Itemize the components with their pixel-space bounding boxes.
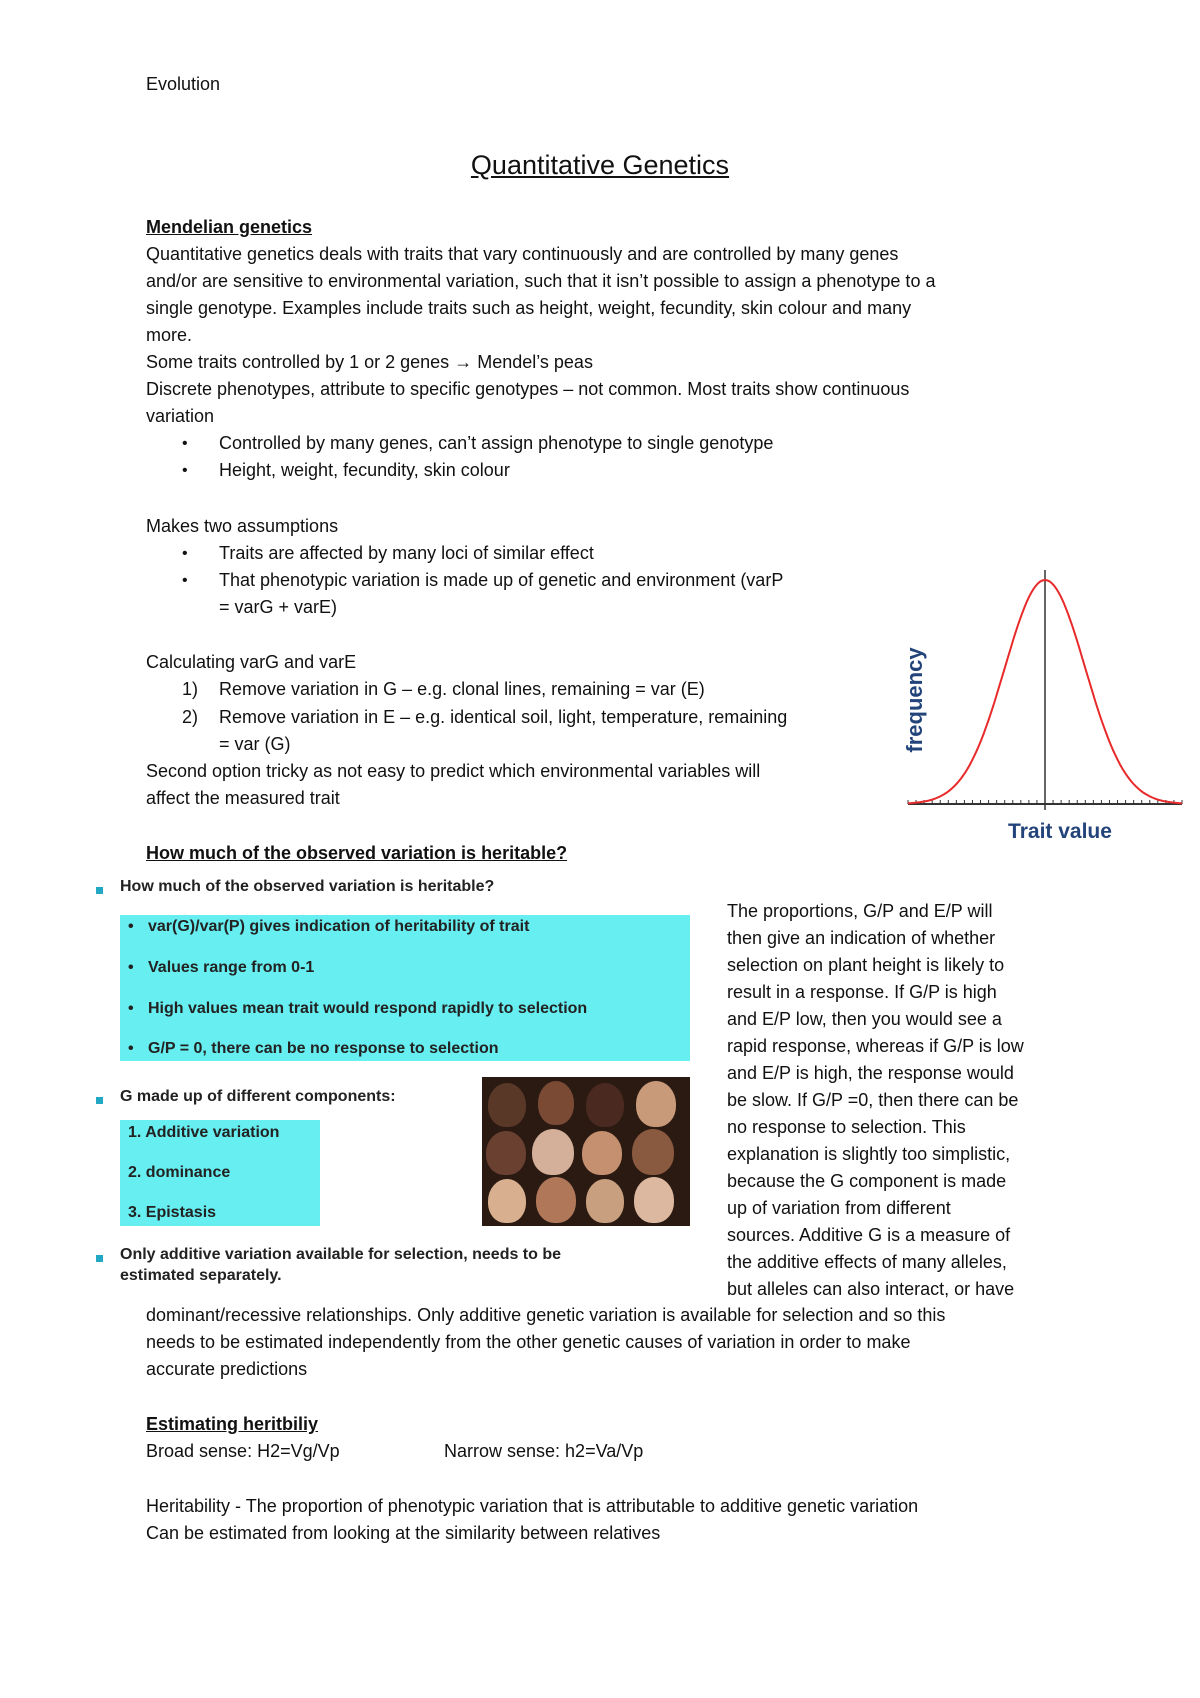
dot-bullet-icon: • — [128, 918, 134, 935]
intro-line-1: Quantitative genetics deals with traits that vary continuously and are controlled by many genes — [146, 244, 899, 264]
component-2: 2. dominance — [128, 1164, 231, 1181]
heritability-definition: Heritability - The proportion of phenotypic variation that is attributable to additive genetic variation — [146, 1496, 919, 1516]
right-para-line: then give an indication of whether — [727, 928, 996, 948]
right-para-line: sources. Additive G is a measure of — [727, 1225, 1011, 1245]
page-title: Quantitative Genetics — [470, 150, 730, 180]
cont-line-3: accurate predictions — [146, 1359, 308, 1379]
broad-sense: Broad sense: H2=Vg/Vp — [146, 1441, 340, 1461]
intro-line-2: and/or are sensitive to environmental variation, such that it isn’t possible to assign a phenotype to a — [146, 271, 936, 291]
face-image — [586, 1083, 624, 1127]
slide-only-line-1: Only additive variation available for selection, needs to be — [120, 1246, 562, 1263]
square-bullet-icon — [96, 1097, 103, 1104]
square-bullet-icon — [96, 887, 103, 894]
right-para-line: The proportions, G/P and E/P will — [727, 901, 993, 921]
heritability-relatives: Can be estimated from looking at the similarity between relatives — [146, 1523, 661, 1543]
cont-line-2: needs to be estimated independently from the other genetic causes of variation in order to make — [146, 1332, 911, 1352]
component-1: 1. Additive variation — [128, 1124, 280, 1141]
intro-line-4: more. — [146, 325, 193, 345]
assumptions-intro: Makes two assumptions — [146, 516, 339, 536]
face-image — [636, 1081, 676, 1127]
bullet-item-2: Height, weight, fecundity, skin colour — [219, 460, 510, 480]
peas-line — [146, 349, 593, 376]
section-heading-estimating: Estimating heritbiliy — [146, 1414, 319, 1434]
slide-box-item-3: High values mean trait would respond rapidly to selection — [148, 1000, 588, 1017]
bullet-icon: • — [182, 462, 188, 479]
calc-item-1: Remove variation in G – e.g. clonal lines, remaining = var (E) — [219, 679, 705, 699]
face-image — [536, 1177, 576, 1223]
peas-text: Some traits controlled by 1 or 2 genes — [146, 352, 450, 372]
discrete-line-1: Discrete phenotypes, attribute to specific genotypes – not common. Most traits show continuous — [146, 379, 910, 399]
intro-line-3: single genotype. Examples include traits such as height, weight, fecundity, skin colour and many — [146, 298, 912, 318]
cont-line-1: dominant/recessive relationships. Only additive genetic variation is available for selection and so this — [146, 1305, 946, 1325]
right-para-line: explanation is slightly too simplistic, — [727, 1144, 1011, 1164]
face-image — [634, 1177, 674, 1223]
component-3: 3. Epistasis — [128, 1204, 217, 1221]
face-image — [488, 1179, 526, 1223]
slide-only-line-2: estimated separately. — [120, 1267, 282, 1284]
right-para-line: and E/P low, then you would see a — [727, 1009, 1002, 1029]
section-heading-heritable: How much of the observed variation is heritable? — [146, 843, 568, 863]
chart-xlabel: Trait value — [1008, 820, 1112, 843]
assumption-2b: = varG + varE) — [219, 597, 338, 617]
calc-num-1: 1) — [182, 679, 199, 699]
faces-photo — [482, 1077, 690, 1226]
discrete-line-2: variation — [146, 406, 215, 426]
calc-num-2: 2) — [182, 707, 199, 727]
face-image — [488, 1083, 526, 1127]
right-para-line: result in a response. If G/P is high — [727, 982, 997, 1002]
right-para-line: selection on plant height is likely to — [727, 955, 1005, 975]
calc-item-2b: = var (G) — [219, 734, 291, 754]
slide-box-item-2: Values range from 0-1 — [148, 959, 315, 976]
bullet-icon: • — [182, 572, 188, 589]
square-bullet-icon — [96, 1255, 103, 1262]
calc-intro: Calculating varG and varE — [146, 652, 357, 672]
face-image — [586, 1179, 624, 1223]
peas-target: Mendel’s peas — [477, 352, 593, 372]
right-para-line: because the G component is made — [727, 1171, 1007, 1191]
slide-box-item-4: G/P = 0, there can be no response to selection — [148, 1040, 499, 1057]
bullet-icon: • — [182, 545, 188, 562]
arrow-right-icon: → — [454, 352, 473, 372]
dot-bullet-icon: • — [128, 959, 134, 976]
right-para-line: the additive effects of many alleles, — [727, 1252, 1007, 1272]
slide-g-heading: G made up of different components: — [120, 1088, 396, 1105]
calc-tail-2: affect the measured trait — [146, 788, 340, 808]
assumption-2a: That phenotypic variation is made up of genetic and environment (varP — [219, 570, 784, 590]
right-para-line: be slow. If G/P =0, then there can be — [727, 1090, 1019, 1110]
chart-ylabel: frequency — [902, 647, 927, 753]
face-image — [538, 1081, 574, 1125]
right-para-line: no response to selection. This — [727, 1117, 966, 1137]
assumption-1: Traits are affected by many loci of similar effect — [219, 543, 594, 563]
dot-bullet-icon: • — [128, 1040, 134, 1057]
narrow-sense: Narrow sense: h2=Va/Vp — [444, 1441, 644, 1461]
right-para-line: and E/P is high, the response would — [727, 1063, 1014, 1083]
slide-heading: How much of the observed variation is heritable? — [120, 878, 495, 895]
face-image — [486, 1131, 526, 1175]
face-image — [582, 1131, 622, 1175]
right-para-line: but alleles can also interact, or have — [727, 1279, 1015, 1299]
bullet-item-1: Controlled by many genes, can’t assign phenotype to single genotype — [219, 433, 774, 453]
document-header: Evolution — [146, 74, 221, 94]
normal-distribution-chart — [900, 560, 1190, 850]
right-para-line: up of variation from different — [727, 1198, 951, 1218]
slide-box-item-1: var(G)/var(P) gives indication of heritability of trait — [148, 918, 530, 935]
calc-item-2a: Remove variation in E – e.g. identical soil, light, temperature, remaining — [219, 707, 788, 727]
bullet-icon: • — [182, 435, 188, 452]
face-image — [632, 1129, 674, 1175]
section-heading-mendelian: Mendelian genetics — [146, 217, 313, 237]
calc-tail-1: Second option tricky as not easy to predict which environmental variables will — [146, 761, 761, 781]
face-image — [532, 1129, 574, 1175]
dot-bullet-icon: • — [128, 1000, 134, 1017]
right-para-line: rapid response, whereas if G/P is low — [727, 1036, 1024, 1056]
